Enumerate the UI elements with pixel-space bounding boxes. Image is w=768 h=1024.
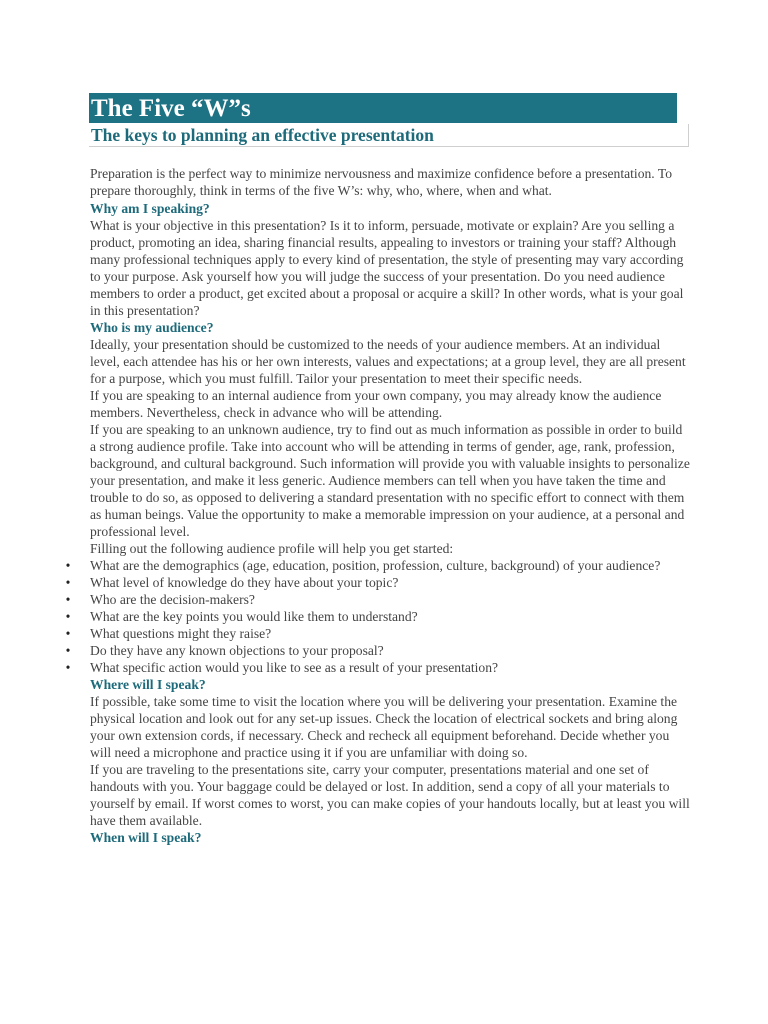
document-subtitle: The keys to planning an effective presentation xyxy=(91,125,434,145)
list-item-text: Who are the decision-makers? xyxy=(90,592,255,607)
who-paragraph: Ideally, your presentation should be customized to the needs of your audience members. At an individual level, each attendee has his or her own interests, values and expectations; at a group level, they are all present for a purpose, which you must fulfill. Tailor your presentation to meet their specific needs. xyxy=(90,337,686,386)
bullet-icon: • xyxy=(65,660,71,675)
list-item xyxy=(65,591,690,608)
bullet-icon: • xyxy=(65,609,71,624)
list-item xyxy=(65,557,690,574)
subtitle-box xyxy=(89,124,689,147)
title-bar xyxy=(89,93,677,123)
bullet-icon: • xyxy=(65,643,71,658)
section-heading-where: Where will I speak? xyxy=(90,677,206,692)
section-heading-why: Why am I speaking? xyxy=(90,201,210,216)
why-paragraph: What is your objective in this presentation? Is it to inform, persuade, motivate or explain? Are you selling a product, promoting an idea, sharing financial results, appealing to investors or training your staff? Although many professional techniques apply to every kind of presentation, the style of presenting may vary according to your purpose. Ask yourself how you will judge the success of your presentation. Do you need audience members to order a product, get excited about a proposal or acquire a skill? In other words, what is your goal in this presentation? xyxy=(90,218,684,318)
where-paragraph: If possible, take some time to visit the location where you will be delivering your presentation. Examine the physical location and look out for any set-up issues. Check the location of electrical sockets and bring along your own extension cords, if necessary. Check and recheck all equipment beforehand. Decide whether you will need a microphone and practice using it if you are unfamiliar with doing so. xyxy=(90,694,678,760)
list-item-text: Do they have any known objections to your proposal? xyxy=(90,643,384,658)
list-item xyxy=(65,642,690,659)
list-item-text: What specific action would you like to see as a result of your presentation? xyxy=(90,660,499,675)
who-paragraph: If you are speaking to an unknown audience, try to find out as much information as possible in order to build a strong audience profile. Take into account who will be attending in terms of gender, age, rank, profession, background, and cultural background. Such information will provide you with valuable insights to personalize your presentation, and make it less generic. Audience members can tell when you have taken the time and trouble to do so, as opposed to delivering a standard presentation with no specific effort to connect with them as human beings. Value the opportunity to make a memorable impression on your audience, at a personal and professional level. xyxy=(90,422,690,539)
bullet-icon: • xyxy=(65,592,71,607)
document-title: The Five “W”s xyxy=(91,95,251,122)
where-paragraph: If you are traveling to the presentations site, carry your computer, presentations material and one set of handouts with you. Your baggage could be delayed or lost. In addition, send a copy of all your materials to yourself by email. If worst comes to worst, you can make copies of your handouts locally, but at least you will have them available. xyxy=(90,762,690,828)
list-item xyxy=(65,659,690,676)
bullet-icon: • xyxy=(65,575,71,590)
list-item xyxy=(65,574,690,591)
list-item-text: What are the key points you would like them to understand? xyxy=(90,609,418,624)
list-item-text: What questions might they raise? xyxy=(90,626,272,641)
list-item xyxy=(65,625,690,642)
who-paragraph: Filling out the following audience profile will help you get started: xyxy=(90,541,454,556)
section-heading-when: When will I speak? xyxy=(90,830,202,845)
intro-paragraph: Preparation is the perfect way to minimize nervousness and maximize confidence before a presentation. To prepare thoroughly, think in terms of the five W’s: why, who, where, when and what. xyxy=(90,166,672,198)
bullet-icon: • xyxy=(65,626,71,641)
list-item-text: What level of knowledge do they have about your topic? xyxy=(90,575,399,590)
section-heading-who: Who is my audience? xyxy=(90,320,214,335)
bullet-icon: • xyxy=(65,558,71,573)
list-item xyxy=(65,608,690,625)
document-body xyxy=(65,165,690,846)
who-paragraph: If you are speaking to an internal audience from your own company, you may already know the audience members. Nevertheless, check in advance who will be attending. xyxy=(90,388,662,420)
list-item-text: What are the demographics (age, education, position, profession, culture, background) of your audience? xyxy=(90,558,661,573)
audience-profile-list xyxy=(65,557,690,676)
